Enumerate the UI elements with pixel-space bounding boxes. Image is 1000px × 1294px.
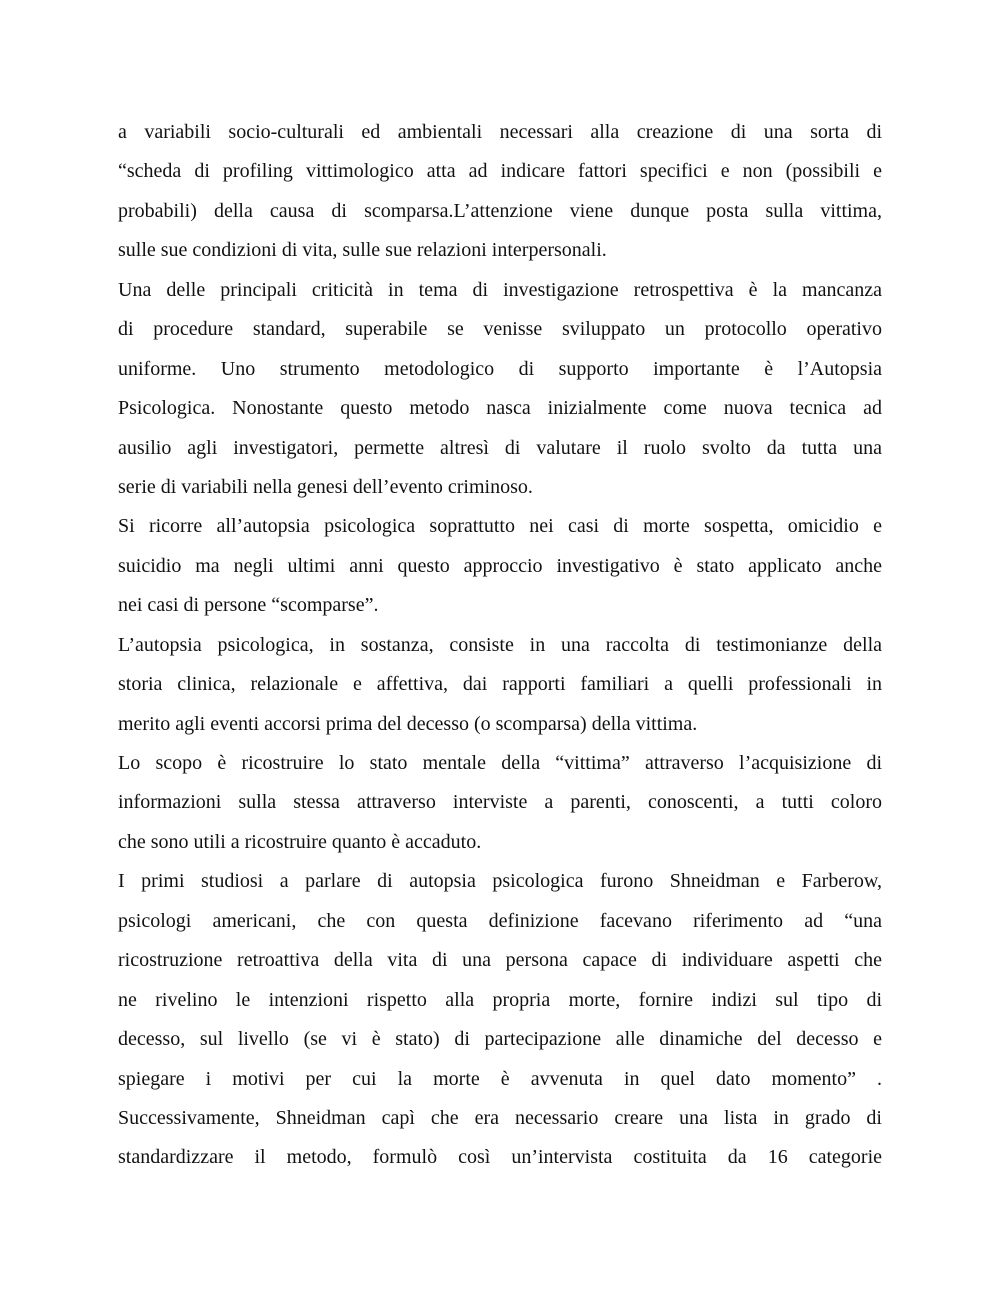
text-line: psicologi americani, che con questa definizione facevano riferimento ad “una xyxy=(118,909,882,932)
paragraph xyxy=(118,862,882,1178)
paragraph xyxy=(118,271,882,508)
text-line: Si ricorre all’autopsia psicologica soprattutto nei casi di morte sospetta, omicidio e xyxy=(118,515,882,538)
paragraph xyxy=(118,744,882,862)
text-line: nei casi di persone “scomparse”. xyxy=(118,594,379,617)
text-line: Lo scopo è ricostruire lo stato mentale della “vittima” attraverso l’acquisizione di xyxy=(118,752,882,774)
paragraph xyxy=(118,626,882,744)
text-line: serie di variabili nella genesi dell’evento criminoso. xyxy=(118,475,533,498)
text-line: sulle sue condizioni di vita, sulle sue relazioni interpersonali. xyxy=(118,239,607,262)
text-line: decesso, sul livello (se vi è stato) di partecipazione alle dinamiche del decesso e xyxy=(118,1028,882,1051)
text-line: ausilio agli investigatori, permette altresì di valutare il ruolo svolto da tutta una xyxy=(118,436,882,459)
text-line: probabili) della causa di scomparsa.L’attenzione viene dunque posta sulla vittima, xyxy=(118,199,882,222)
text-line: uniforme. Uno strumento metodologico di supporto importante è l’Autopsia xyxy=(118,357,882,380)
text-line: suicidio ma negli ultimi anni questo approccio investigativo è stato applicato anche xyxy=(118,554,882,577)
text-line: “scheda di profiling vittimologico atta ad indicare fattori specifici e non (possibili e xyxy=(118,160,882,183)
text-line: di procedure standard, superabile se venisse sviluppato un protocollo operativo xyxy=(118,318,882,341)
text-line: a variabili socio-culturali ed ambientali necessari alla creazione di una sorta di xyxy=(118,121,882,143)
text-line: ne rivelino le intenzioni rispetto alla propria morte, fornire indizi sul tipo di xyxy=(118,988,882,1011)
text-line: spiegare i motivi per cui la morte è avvenuta in quel dato momento” . xyxy=(118,1067,882,1090)
text-line: Psicologica. Nonostante questo metodo nasca inizialmente come nuova tecnica ad xyxy=(118,397,882,420)
text-line: Una delle principali criticità in tema di investigazione retrospettiva è la mancanza xyxy=(118,278,882,301)
text-line: L’autopsia psicologica, in sostanza, consiste in una raccolta di testimonianze della xyxy=(118,633,882,656)
text-line: Successivamente, Shneidman capì che era necessario creare una lista in grado di xyxy=(118,1106,882,1129)
text-line: che sono utili a ricostruire quanto è accaduto. xyxy=(118,830,482,853)
text-line: informazioni sulla stessa attraverso interviste a parenti, conoscenti, a tutti coloro xyxy=(118,791,882,814)
paragraph xyxy=(118,113,882,271)
text-line: merito agli eventi accorsi prima del decesso (o scomparsa) della vittima. xyxy=(118,712,698,735)
text-line: ricostruzione retroattiva della vita di una persona capace di individuare aspetti che xyxy=(118,949,882,972)
body-text xyxy=(118,113,882,1178)
text-line: standardizzare il metodo, formulò così un’intervista costituita da 16 categorie xyxy=(118,1146,882,1169)
text-line: I primi studiosi a parlare di autopsia psicologica furono Shneidman e Farberow, xyxy=(118,870,882,893)
text-line: storia clinica, relazionale e affettiva, dai rapporti familiari a quelli professionali in xyxy=(118,673,882,696)
paragraph xyxy=(118,507,882,625)
